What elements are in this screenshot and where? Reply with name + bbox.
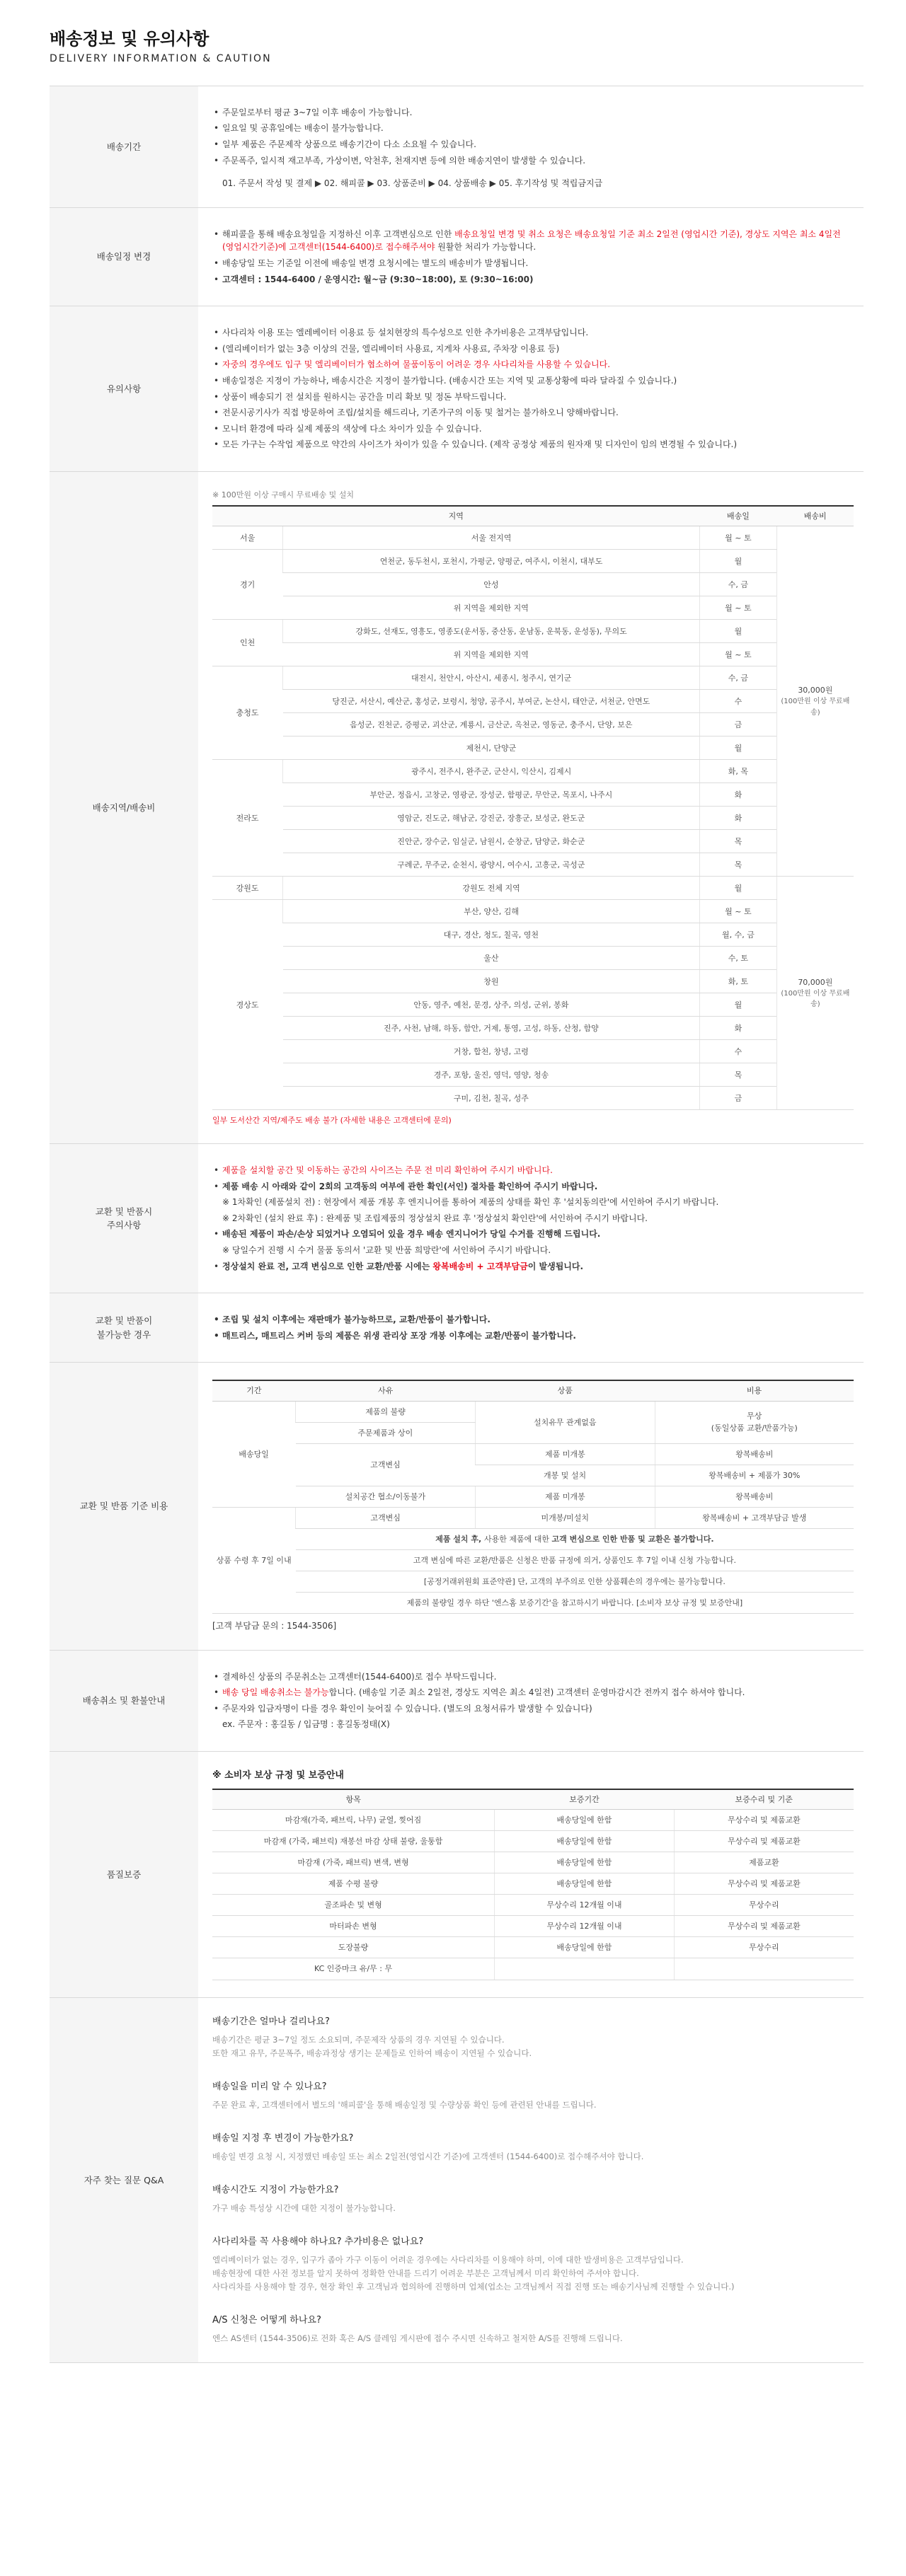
region-group: 충청도 — [212, 666, 283, 760]
page-subtitle: DELIVERY INFORMATION & CAUTION — [50, 53, 272, 65]
exchange-list — [212, 1164, 854, 1193]
qa-item — [212, 2015, 854, 2060]
cell: 고객 변심에 따른 교환/반품은 신청은 반품 규정에 의거, 상품인도 후 7일 이내 신청 가능합니다. — [296, 1549, 854, 1571]
cell: 배송당일에 한함 — [495, 1852, 675, 1873]
table-row — [212, 1063, 854, 1087]
list-item: • 고객센터 : 1544-6400 / 운영시간: 월~금 (9:30~18:00), 토 (9:30~16:00) — [212, 273, 854, 287]
cell: 무상수리 및 제품교환 — [674, 1916, 854, 1937]
cell: 무상수리 — [674, 1895, 854, 1916]
table-row — [212, 1549, 854, 1571]
qa-answer-line: 배송현장에 대한 사전 정보를 알지 못하여 정확한 안내를 드리기 어려운 부분은 고객님께서 미리 확인하여 주셔야 합니다. — [212, 2268, 639, 2279]
qa-question: 배송일을 미리 알 수 있나요? — [212, 2081, 327, 2092]
qa-item — [212, 2314, 854, 2345]
region-area: 진주, 사천, 남해, 하동, 함안, 거제, 통영, 고성, 하동, 산청, 함양 — [283, 1017, 700, 1040]
list-item: • 주문일로부터 평균 3~7일 이후 배송이 가능합니다. — [212, 106, 854, 120]
cell: 무상수리 — [674, 1937, 854, 1958]
table-row — [212, 666, 854, 690]
region-area: 제천시, 단양군 — [283, 737, 700, 760]
list-item: • 배송일정은 지정이 가능하나, 배송시간은 지정이 불가합니다. (배송시간 또는 지역 및 교통상황에 따라 달라질 수 있습니다.) — [212, 374, 854, 388]
column-header: 보증기간 — [495, 1789, 675, 1810]
table-row — [212, 713, 854, 737]
cell: 제품 미개봉 — [475, 1443, 655, 1465]
cell: 왕복배송비 — [655, 1443, 854, 1465]
region-area: 서울 전지역 — [283, 526, 700, 550]
section-exchange-impossible — [50, 1293, 864, 1362]
table-row — [212, 1916, 854, 1937]
caution-list — [212, 326, 854, 451]
qa-item — [212, 2235, 854, 2294]
qa-answer — [212, 2332, 854, 2345]
region-group: 인천 — [212, 620, 283, 666]
qa-answer — [212, 2033, 854, 2060]
region-day: 월 — [700, 993, 777, 1017]
list-item: • 배송 당일 배송취소는 불가능합니다. (배송일 기준 최소 2일전, 경상도 지역은 최소 4일전) 고객센터 운영마감시간 전까지 접수 하셔야 합니다. — [212, 1686, 854, 1699]
list-item: • 주문자와 입금자명이 다를 경우 확인이 늦어질 수 있습니다. (별도의 요청서류가 발생할 수 있습니다) — [212, 1702, 854, 1716]
table-row — [212, 900, 854, 923]
list-item: • 정상설치 완료 전, 고객 변심으로 인한 교환/반품 시에는 왕복배송비 + 고객부담금이 발생됩니다. — [212, 1260, 854, 1273]
cell: 배송당일에 한함 — [495, 1873, 675, 1895]
table-row — [212, 1937, 854, 1958]
region-day: 목 — [700, 830, 777, 853]
cell — [495, 1958, 675, 1980]
region-day: 금 — [700, 713, 777, 737]
section-region — [50, 471, 864, 1143]
table-row — [212, 1831, 854, 1852]
table-row — [212, 526, 854, 550]
warranty-title: ※ 소비자 보상 규정 및 보증안내 — [212, 1769, 344, 1781]
region-area: 구미, 김천, 칠곡, 성주 — [283, 1087, 700, 1110]
section-label: 배송취소 및 환불안내 — [50, 1651, 198, 1751]
cell: 고객변심 — [296, 1507, 476, 1528]
cell: 상품 수령 후 7일 이내 — [212, 1507, 296, 1613]
region-area: 대전시, 천안시, 아산시, 세종시, 청주시, 연기군 — [283, 666, 700, 690]
region-area: 안성 — [283, 573, 700, 596]
table-row — [212, 947, 854, 970]
region-day: 월 — [700, 550, 777, 573]
column-header: 배송비 — [776, 506, 854, 526]
region-area: 경주, 포항, 울진, 영덕, 영양, 청송 — [283, 1063, 700, 1087]
region-fee: 70,000원 (100만원 이상 무료배송) — [776, 877, 854, 1110]
section-exchange-criteria — [50, 1362, 864, 1649]
qa-answer-line: 또한 재고 유무, 주문폭주, 배송과정상 생기는 문제들로 인하여 배송이 지연될 수 있습니다. — [212, 2047, 532, 2058]
cell: 마터파손 변형 — [212, 1916, 495, 1937]
note: ※ 1차확인 (제품설치 전) : 현장에서 제품 개봉 후 엔지니어를 통하여 제품의 상태를 확인 후 '설치동의란'에 서인하여 주시기 바랍니다. — [222, 1197, 719, 1208]
qa-question: 배송기간은 얼마나 걸리나요? — [212, 2016, 330, 2027]
cell: 제품의 불량 — [296, 1401, 476, 1422]
table-row — [212, 1443, 854, 1465]
note: ※ 2차확인 (설치 완료 후) : 완제품 및 조립제품의 정상설치 완료 후 '정상설치 확인란'에 서인하여 주시기 바랍니다. — [222, 1213, 648, 1223]
cell: 왕복배송비 + 제품가 30% — [655, 1465, 854, 1486]
page-header — [50, 28, 864, 67]
cell: 무상수리 12개월 이내 — [495, 1895, 675, 1916]
section-label: 배송일정 변경 — [50, 208, 198, 306]
column-header: 비용 — [655, 1380, 854, 1401]
cell: 무상수리 및 제품교환 — [674, 1810, 854, 1831]
qa-answer-line: 사다리차를 사용해야 할 경우, 현장 확인 후 고객님과 협의하에 진행하며 업체(업소는 고객님께서 직접 진행 또는 배송기사님께 진행할 수 있습니다.) — [212, 2281, 735, 2292]
table-row — [212, 783, 854, 807]
section-exchange-caution — [50, 1143, 864, 1293]
table-row — [212, 877, 854, 900]
region-day: 목 — [700, 853, 777, 877]
free-shipping-note: ※ 100만원 이상 구매시 무료배송 및 설치 — [212, 490, 354, 499]
cell: 제품 수평 불량 — [212, 1873, 495, 1895]
qa-answer-line: 엘리베이터가 없는 경우, 입구가 좁아 가구 이동이 어려운 경우에는 사다리차를 이용해야 하며, 이에 대한 발생비용은 고객부담입니다. — [212, 2255, 684, 2265]
region-group: 강원도 — [212, 877, 283, 900]
region-day: 수 — [700, 1040, 777, 1063]
cancel-list — [212, 1670, 854, 1716]
list-item: • 자중의 경우에도 입구 및 엘리베이터가 협소하여 물품이동이 어려운 경우 사다리차를 사용할 수 있습니다. — [212, 358, 854, 371]
note: ※ 당일수거 진행 시 수거 물품 동의서 '교환 및 반품 희망란'에 서인하여 주시기 바랍니다. — [222, 1245, 551, 1256]
cell: 설치유무 관계없음 — [475, 1401, 655, 1443]
table-row — [212, 1810, 854, 1831]
region-day: 월 ~ 토 — [700, 596, 777, 620]
table-row — [212, 690, 854, 713]
table-row — [212, 1017, 854, 1040]
region-day: 수, 토 — [700, 947, 777, 970]
section-label: 배송지역/배송비 — [50, 472, 198, 1143]
cell: 배송당일에 한함 — [495, 1810, 675, 1831]
table-row — [212, 807, 854, 830]
cell: 마감재 (가죽, 패브릭) 재봉선 마감 상태 불량, 울퉁함 — [212, 1831, 495, 1852]
qa-question: A/S 신청은 어떻게 하나요? — [212, 2314, 321, 2326]
cell: 제품 미개봉 — [475, 1486, 655, 1507]
region-area: 부산, 양산, 김해 — [283, 900, 700, 923]
table-row — [212, 1592, 854, 1613]
region-area: 광주시, 전주시, 완주군, 군산시, 익산시, 김제시 — [283, 760, 700, 783]
table-row — [212, 596, 854, 620]
region-day: 월 — [700, 620, 777, 643]
column-header: 지역 — [212, 506, 700, 526]
table-row — [212, 620, 854, 643]
section-shipping-period — [50, 86, 864, 207]
note: ex. 주문자 : 홍길동 / 입금명 : 홍길동정태(X) — [222, 1719, 390, 1730]
region-day: 목 — [700, 1063, 777, 1087]
cell: [공정거래위원회 표준약관] 단, 고객의 부주의로 인한 상품훼손의 경우에는 불가능합니다. — [296, 1571, 854, 1592]
section-warranty — [50, 1751, 864, 1997]
region-area: 거창, 합천, 창녕, 고령 — [283, 1040, 700, 1063]
section-caution — [50, 306, 864, 471]
column-header: 상품 — [475, 1380, 655, 1401]
region-area: 울산 — [283, 947, 700, 970]
table-row — [212, 970, 854, 993]
table-header-row — [212, 1380, 854, 1401]
region-day: 금 — [700, 1087, 777, 1110]
qa-answer — [212, 2253, 854, 2294]
table-row — [212, 737, 854, 760]
region-group: 경상도 — [212, 900, 283, 1110]
list-item: • 배송당일 또는 기준일 이전에 배송일 변경 요청시에는 별도의 배송비가 발생됩니다. — [212, 257, 854, 270]
region-area: 강원도 전체 지역 — [283, 877, 700, 900]
region-group: 서울 — [212, 526, 283, 550]
table-row — [212, 1895, 854, 1916]
region-day: 수 — [700, 690, 777, 713]
cell: KC 인증마크 유/무 : 무 — [212, 1958, 495, 1980]
qa-answer — [212, 2150, 854, 2164]
list-item: • 사다리차 이용 또는 엘레베이터 이용료 등 설치현장의 특수성으로 인한 추가비용은 고객부담입니다. — [212, 326, 854, 340]
cell: 배송당일에 한함 — [495, 1831, 675, 1852]
cell: 무상 (동일상품 교환/반품가능) — [655, 1401, 854, 1443]
table-row — [212, 1571, 854, 1592]
table-row — [212, 1040, 854, 1063]
column-header: 배송일 — [700, 506, 777, 526]
list-item: • 일부 제품은 주문제작 상품으로 배송기간이 다소 소요될 수 있습니다. — [212, 138, 854, 151]
table-row — [212, 853, 854, 877]
region-group: 경기 — [212, 550, 283, 620]
table-row — [212, 1087, 854, 1110]
region-area: 안동, 영주, 예천, 문경, 상주, 의성, 군위, 봉화 — [283, 993, 700, 1017]
cell — [674, 1958, 854, 1980]
section-label: 교환 및 반품시 주의사항 — [50, 1144, 198, 1293]
region-area: 영암군, 진도군, 해남군, 강진군, 장흥군, 보성군, 완도군 — [283, 807, 700, 830]
cell: 무상수리 및 제품교환 — [674, 1831, 854, 1852]
list-item: • 해피콜을 통해 배송요청일을 지정하신 이후 고객변심으로 인한 배송요청일 변경 및 취소 요청은 배송요청일 기준 최소 2일전 (영업시간 기준), 경상도 지역은 최소 4일전 (영업시간기준)에 고객센터(1544-6400)로 접수해주셔야 원활한 처리가 가능합니다. — [212, 228, 854, 254]
table-header-row — [212, 506, 854, 526]
qa-answer-line: 배송일 변경 요청 시, 지정했던 배송일 또는 최소 2일전(영업시간 기준)에 고객센터 (1544-6400)로 접수해주셔야 합니다. — [212, 2151, 644, 2161]
criteria-table — [212, 1380, 854, 1614]
table-row — [212, 1852, 854, 1873]
shipping-period-list — [212, 106, 854, 167]
qa-item — [212, 2183, 854, 2215]
region-day: 월 ~ 토 — [700, 526, 777, 550]
region-day: 월 ~ 토 — [700, 900, 777, 923]
region-day: 화, 토 — [700, 970, 777, 993]
region-area: 위 지역을 제외한 지역 — [283, 643, 700, 666]
table-row — [212, 1958, 854, 1980]
cell: 도장불량 — [212, 1937, 495, 1958]
cell: 배송당일에 한함 — [495, 1937, 675, 1958]
table-row — [212, 573, 854, 596]
region-day: 월 — [700, 737, 777, 760]
region-day: 수, 금 — [700, 573, 777, 596]
cell: 왕복배송비 + 고객부담금 발생 — [655, 1507, 854, 1528]
cell: 설치공간 협소/이동불가 — [296, 1486, 476, 1507]
region-area: 위 지역을 제외한 지역 — [283, 596, 700, 620]
section-label: 유의사항 — [50, 306, 198, 471]
qa-answer-line: 엔스 AS센터 (1544-3506)로 전화 혹은 A/S 클레임 게시판에 접수 주시면 신속하고 철저한 A/S를 진행해 드립니다. — [212, 2333, 623, 2344]
region-group: 전라도 — [212, 760, 283, 877]
list-item: • 전문시공기사가 직접 방문하여 조립/설치를 해드리나, 기존가구의 이동 및 철거는 불가하오니 양해바랍니다. — [212, 406, 854, 420]
table-row — [212, 1486, 854, 1507]
list-item: • 결제하신 상품의 주문취소는 고객센터(1544-6400)로 접수 부탁드립니다. — [212, 1670, 854, 1684]
cell: 무상수리 12개월 이내 — [495, 1916, 675, 1937]
table-row — [212, 993, 854, 1017]
table-row — [212, 1528, 854, 1549]
table-row — [212, 550, 854, 573]
section-label: 배송기간 — [50, 86, 198, 207]
qa-item — [212, 2080, 854, 2112]
region-area: 부안군, 정읍시, 고창군, 영광군, 장성군, 함평군, 무안군, 목포시, 나주시 — [283, 783, 700, 807]
cell: 왕복배송비 — [655, 1486, 854, 1507]
list-item: • (엘리베이터가 없는 3층 이상의 건물, 엘리베이터 사용료, 지게차 사용료, 주차장 이용료 등) — [212, 342, 854, 356]
list-item: • 조립 및 설치 이후에는 재판매가 불가능하므로, 교환/반품이 불가합니다. — [212, 1313, 854, 1327]
region-day: 화 — [700, 783, 777, 807]
region-footnote: 일부 도서산간 지역/제주도 배송 불가 (자세한 내용은 고객센터에 문의) — [212, 1116, 452, 1126]
inquiry-note: [고객 부담금 문의 : 1544-3506] — [212, 1620, 337, 1631]
column-header: 사유 — [296, 1380, 476, 1401]
qa-answer-line: 주문 완료 후, 고객센터에서 별도의 '해피콜'을 통해 배송일정 및 수량상품 확인 등에 관련된 안내를 드립니다. — [212, 2099, 597, 2110]
region-area: 창원 — [283, 970, 700, 993]
region-table — [212, 505, 854, 1110]
region-day: 월, 수, 금 — [700, 923, 777, 947]
qa-answer — [212, 2098, 854, 2112]
impossible-list — [212, 1313, 854, 1342]
cell: 주문제품과 상이 — [296, 1422, 476, 1443]
section-label: 교환 및 반품이 불가능한 경우 — [50, 1293, 198, 1362]
list-item: • 모든 가구는 수작업 제품으로 약간의 사이즈가 차이가 있을 수 있습니다. (제작 공정상 제품의 원자재 및 디자인이 임의 변경될 수 있습니다.) — [212, 438, 854, 451]
region-day: 월 — [700, 877, 777, 900]
cell: 무상수리 및 제품교환 — [674, 1873, 854, 1895]
list-item: • 매트리스, 매트리스 커버 등의 제품은 위생 관리상 포장 개봉 이후에는 교환/반품이 불가합니다. — [212, 1329, 854, 1343]
section-label: 자주 찾는 질문 Q&A — [50, 1998, 198, 2363]
region-day: 화 — [700, 807, 777, 830]
column-header: 항목 — [212, 1789, 495, 1810]
region-area: 구례군, 무주군, 순천시, 광양시, 여수시, 고흥군, 곡성군 — [283, 853, 700, 877]
region-area: 대구, 경산, 청도, 칠곡, 영천 — [283, 923, 700, 947]
schedule-change-list — [212, 228, 854, 286]
section-qa — [50, 1997, 864, 2364]
region-area: 음성군, 진천군, 증평군, 괴산군, 계룡시, 금산군, 옥천군, 영동군, 충주시, 단양, 보은 — [283, 713, 700, 737]
region-area: 당진군, 서산시, 예산군, 홍성군, 보령시, 청양, 공주시, 부여군, 논산시, 태안군, 서천군, 안면도 — [283, 690, 700, 713]
order-steps: 01. 주문서 작성 및 결제 ▶ 02. 해피콜 ▶ 03. 상품준비 ▶ 04. 상품배송 ▶ 05. 후기작성 및 적립금지급 — [222, 178, 603, 189]
section-label: 교환 및 반품 기준 비용 — [50, 1363, 198, 1649]
table-row — [212, 1507, 854, 1528]
cell: 골조파손 및 변형 — [212, 1895, 495, 1916]
cell: 제품교환 — [674, 1852, 854, 1873]
cell: 고객변심 — [296, 1443, 476, 1486]
qa-item — [212, 2132, 854, 2164]
region-day: 월 ~ 토 — [700, 643, 777, 666]
table-row — [212, 830, 854, 853]
list-item: • 주문폭주, 일시적 재고부족, 가상이변, 악천후, 천재지변 등에 의한 배송지연이 발생할 수 있습니다. — [212, 154, 854, 168]
region-fee: 30,000원 (100만원 이상 무료배송) — [776, 526, 854, 877]
list-item: • 일요일 및 공휴일에는 배송이 불가능합니다. — [212, 122, 854, 135]
list-item: • 상품이 배송되기 전 설치를 원하시는 공간을 미리 확보 및 정돈 부탁드립니다. — [212, 391, 854, 404]
table-row — [212, 1873, 854, 1895]
region-area: 연천군, 동두천시, 포천시, 가평군, 양평군, 여주시, 이천시, 대부도 — [283, 550, 700, 573]
cell: 마감재(가죽, 패브릭, 나무) 균열, 찢어짐 — [212, 1810, 495, 1831]
cell: 제품의 불량일 경우 하단 '엔스홈 보증기간'을 참고하시기 바랍니다. [소비자 보상 규정 및 보증안내] — [296, 1592, 854, 1613]
table-row — [212, 760, 854, 783]
region-area: 강화도, 선재도, 영흥도, 영종도(운서동, 중산동, 운남동, 운북동, 운성동), 무의도 — [283, 620, 700, 643]
table-row — [212, 643, 854, 666]
cell: 개봉 및 설치 — [475, 1465, 655, 1486]
cell: 배송당일 — [212, 1401, 296, 1507]
cell: 제품 설치 후, 사용한 제품에 대한 고객 변심으로 인한 반품 및 교환은 불가합니다. — [296, 1528, 854, 1549]
table-header-row — [212, 1789, 854, 1810]
cell: 미개봉/미설치 — [475, 1507, 655, 1528]
list-item: • 배송된 제품이 파손/손상 되었거나 오염되어 있을 경우 배송 엔지니어가 당일 수거를 진행해 드립니다. — [212, 1228, 854, 1241]
list-item: • 모니터 환경에 따라 실제 제품의 색상에 다소 차이가 있을 수 있습니다. — [212, 422, 854, 436]
region-area: 진안군, 장수군, 임실군, 남원시, 순창군, 담양군, 화순군 — [283, 830, 700, 853]
section-cancel-refund — [50, 1650, 864, 1751]
section-schedule-change — [50, 207, 864, 306]
qa-answer — [212, 2202, 854, 2215]
qa-question: 사다리차를 꼭 사용해야 하나요? 추가비용은 없나요? — [212, 2236, 424, 2247]
warranty-table — [212, 1789, 854, 1980]
section-label: 품질보증 — [50, 1752, 198, 1997]
qa-question: 배송일 지정 후 변경이 가능한가요? — [212, 2132, 354, 2144]
column-header: 보증수리 및 기준 — [674, 1789, 854, 1810]
page-title: 배송정보 및 유의사항 — [50, 29, 210, 49]
list-item: • 제품을 설치할 공간 및 이동하는 공간의 사이즈는 주문 전 미리 확인하여 주시기 바랍니다. — [212, 1164, 854, 1177]
table-row — [212, 1401, 854, 1422]
region-day: 화, 목 — [700, 760, 777, 783]
cell: 마감재 (가죽, 패브릭) 변색, 변형 — [212, 1852, 495, 1873]
list-item: • 제품 배송 시 아래와 같이 2회의 고객동의 여부에 관한 확인(서인) 절차를 확인하여 주시기 바랍니다. — [212, 1180, 854, 1194]
region-day: 수, 금 — [700, 666, 777, 690]
region-day: 화 — [700, 1017, 777, 1040]
column-header: 기간 — [212, 1380, 296, 1401]
qa-question: 배송시간도 지정이 가능한가요? — [212, 2184, 339, 2195]
qa-answer-line: 가구 배송 특성상 시간에 대한 지정이 불가능합니다. — [212, 2202, 396, 2213]
table-row — [212, 923, 854, 947]
qa-answer-line: 배송기간은 평균 3~7일 정도 소요되며, 주문제작 상품의 경우 지연될 수 있습니다. — [212, 2034, 505, 2045]
